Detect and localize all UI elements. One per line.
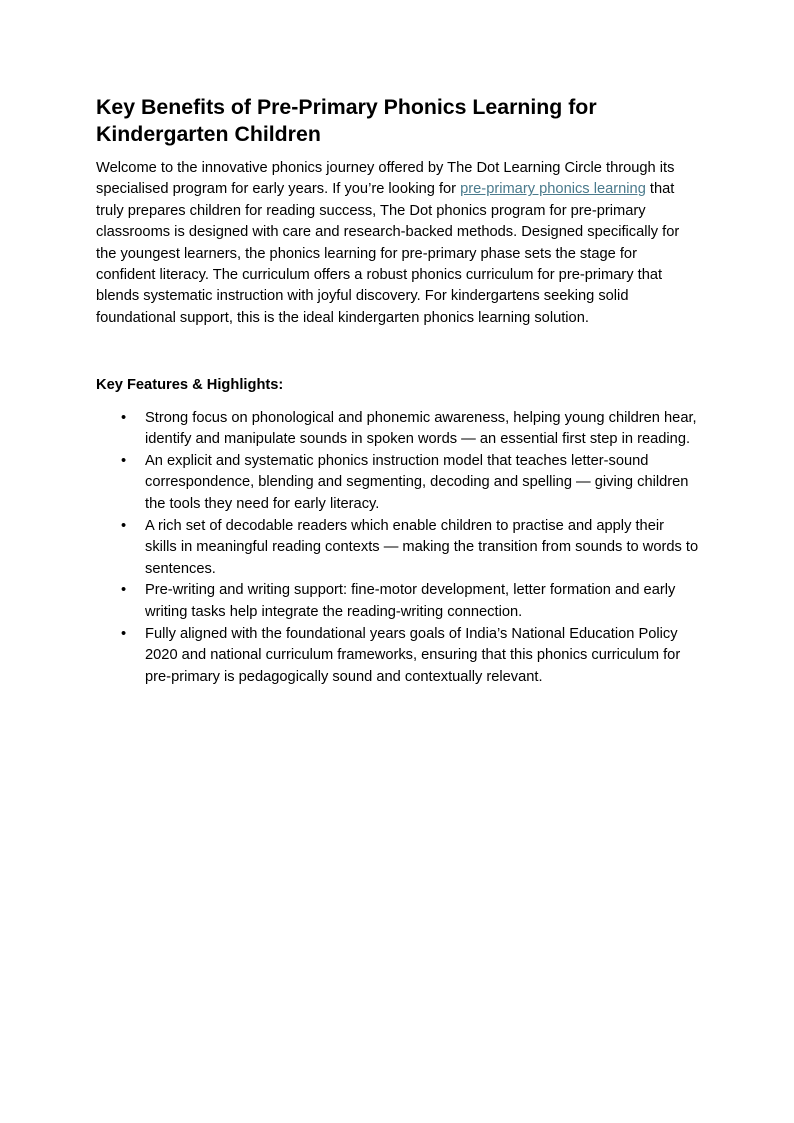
list-item bbox=[121, 408, 699, 451]
list-item-text: Fully aligned with the foundational years goals of India’s National Education Policy 2020 and national curriculum frameworks, ensuring that this phonics curriculum for pre-primary is pedagogically sound and contextually relevant. bbox=[145, 625, 681, 685]
list-item bbox=[121, 516, 699, 581]
page-title: Key Benefits of Pre-Primary Phonics Learning for Kindergarten Children bbox=[96, 95, 597, 146]
list-item bbox=[121, 580, 699, 623]
features-heading: Key Features & Highlights: bbox=[96, 377, 284, 394]
list-item-text: Pre-writing and writing support: fine-motor development, letter formation and early writing tasks help integrate the reading-writing connection. bbox=[145, 582, 676, 620]
list-item bbox=[121, 451, 699, 516]
intro-paragraph bbox=[96, 158, 699, 329]
bullet-icon: • bbox=[121, 409, 127, 426]
bullet-icon: • bbox=[121, 517, 127, 534]
bullet-icon: • bbox=[121, 625, 127, 642]
bullet-icon: • bbox=[121, 582, 127, 599]
bullet-icon: • bbox=[121, 452, 127, 469]
document-page bbox=[96, 94, 699, 688]
intro-text-before: Welcome to the innovative phonics journey offered by The Dot Learning Circle through its specialised program for early years. If you’re looking for bbox=[96, 160, 675, 198]
intro-text-after: that truly prepares children for reading success, The Dot phonics program for pre-primary classrooms is designed with care and research-backed methods. Designed specifically for the youngest learners, the phonics learning for pre-primary phase sets the stage for confident literacy. The curriculum offers a robust phonics curriculum for pre-primary that blends systematic instruction with joyful discovery. For kindergartens seeking solid foundational support, this is the ideal kindergarten phonics learning solution. bbox=[96, 181, 680, 326]
list-item-text: Strong focus on phonological and phonemic awareness, helping young children hear, identify and manipulate sounds in spoken words — an essential first step in reading. bbox=[145, 409, 697, 448]
list-item-text: An explicit and systematic phonics instruction model that teaches letter-sound correspondence, blending and segmenting, decoding and spelling — giving children the tools they need for early literacy. bbox=[145, 452, 689, 513]
pre-primary-phonics-link[interactable]: pre-primary phonics learning bbox=[460, 181, 646, 198]
list-item bbox=[121, 624, 699, 689]
features-list bbox=[96, 408, 699, 689]
list-item-text: A rich set of decodable readers which enable children to practise and apply their skills in meaningful reading contexts — making the transition from sounds to words to sentences. bbox=[145, 517, 699, 577]
